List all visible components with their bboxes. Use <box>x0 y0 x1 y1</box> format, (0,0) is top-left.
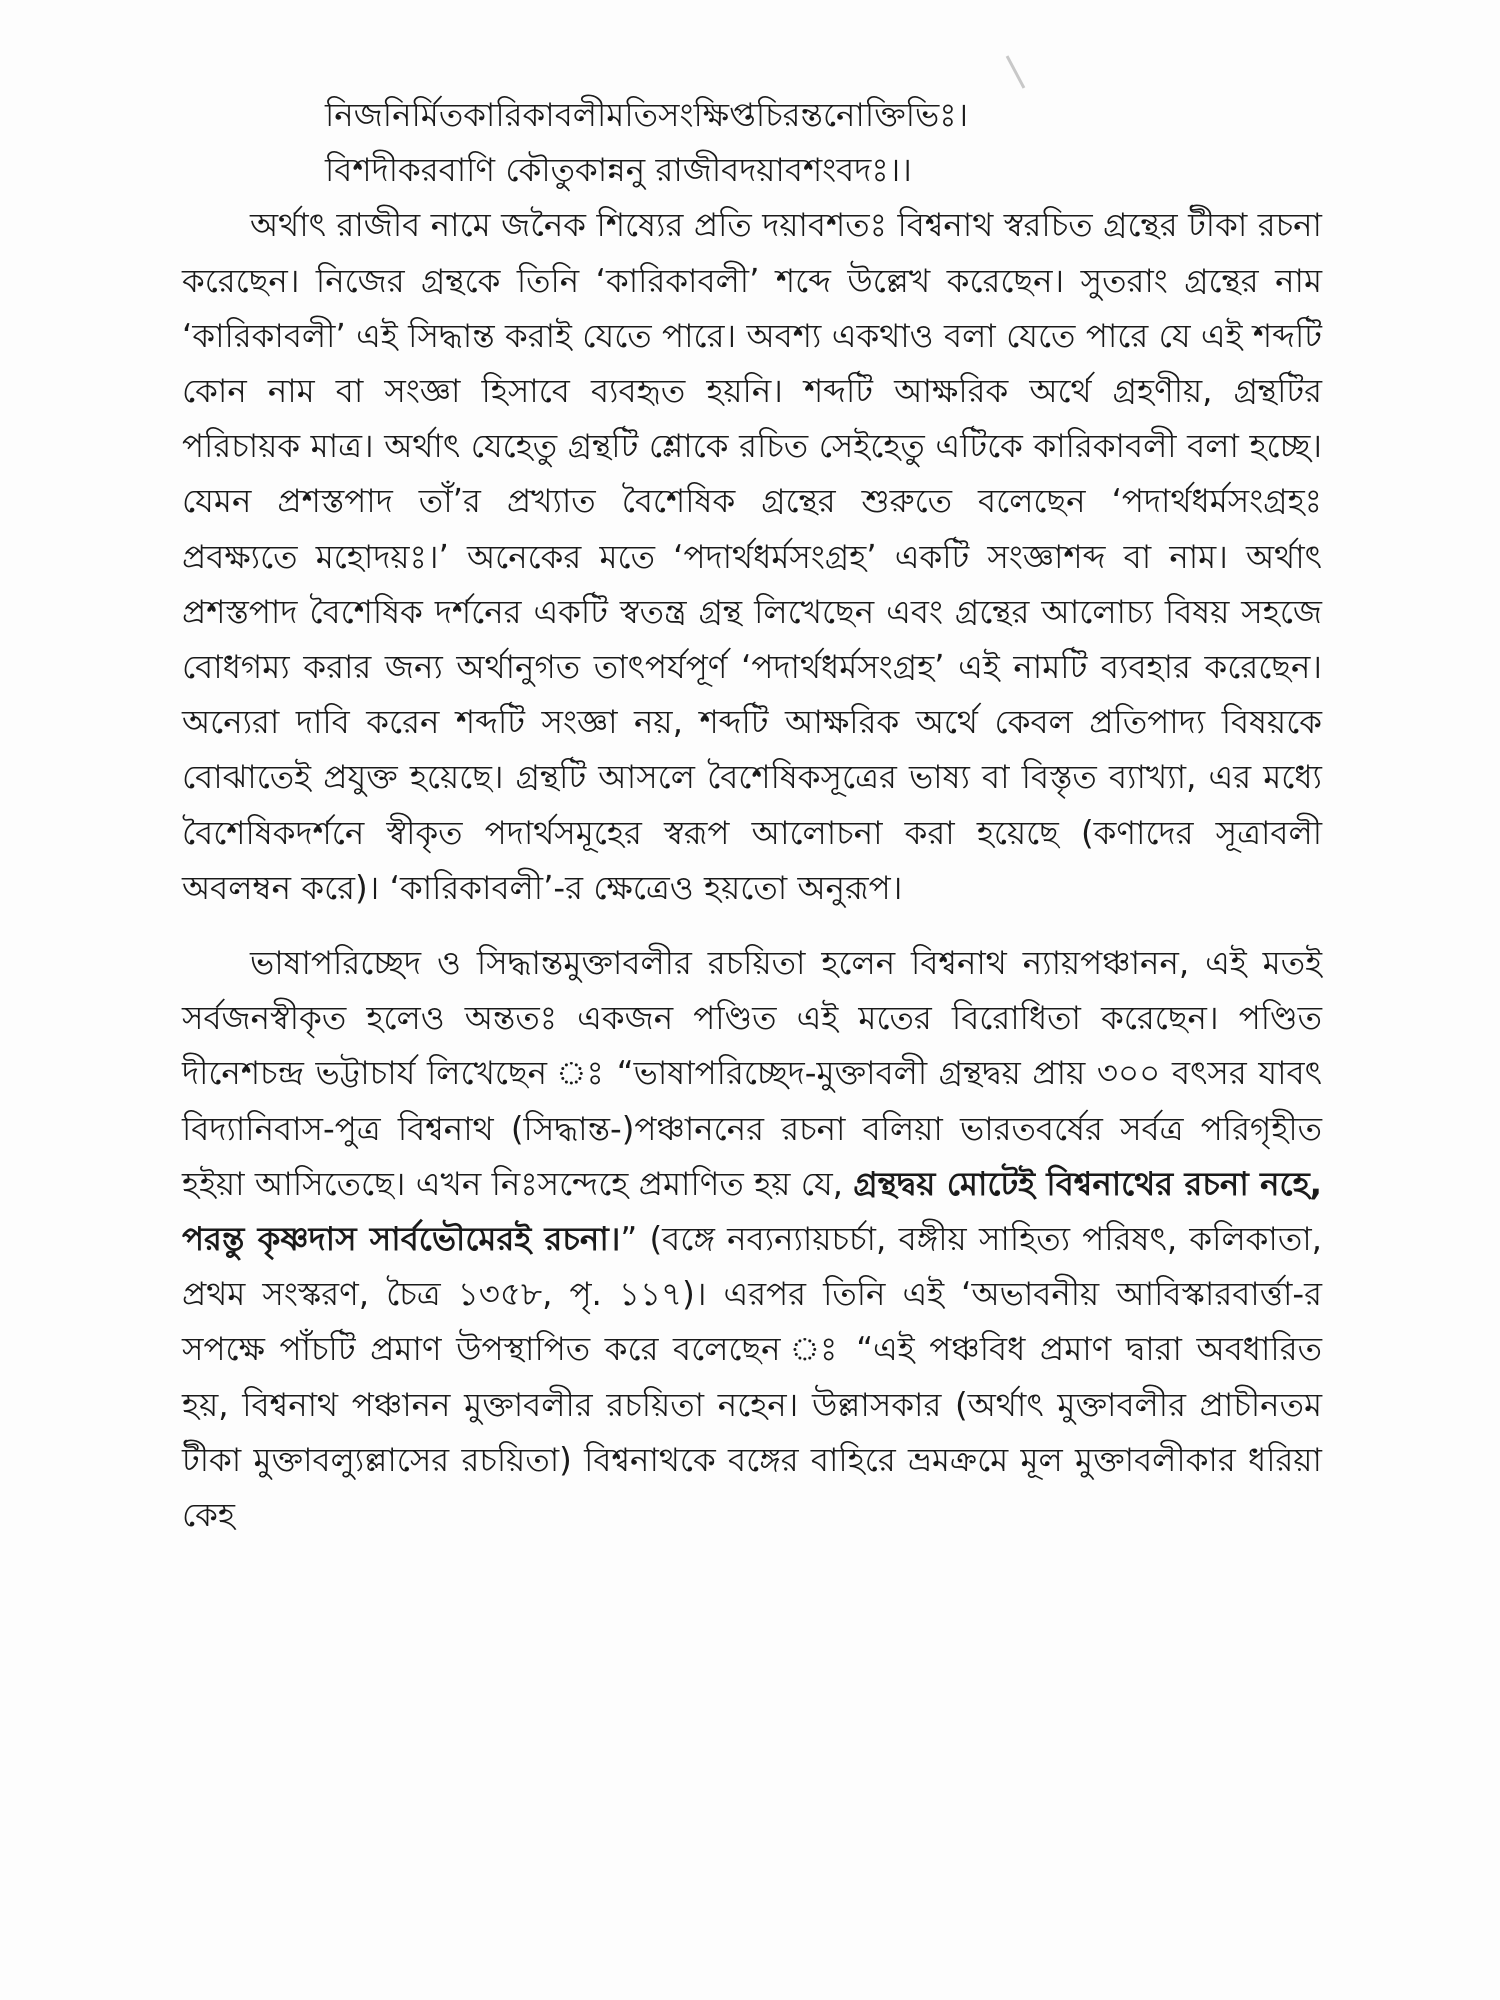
verse-line-1: নিজনির্মিতকারিকাবলীমতিসংক্ষিপ্তচিরন্তনোক্তিভিঃ। <box>325 96 969 134</box>
scan-mark <box>1006 55 1026 88</box>
paragraph-2-text-a: ভাষাপরিচ্ছেদ ও সিদ্ধান্তমুক্তাবলীর রচয়িতা হলেন বিশ্বনাথ ন্যায়পঞ্চানন, এই মতই সর্বজনস্বীকৃত হলেও অন্ততঃ একজন পণ্ডিত এই মতের বিরোধিতা করেছেন। পণ্ডিত দীনেশচন্দ্র ভট্টাচার্য লিখেছেন ঃ “ভাষাপরিচ্ছেদ-মুক্তাবলী গ্রন্থদ্বয় প্রায় ৩০০ বৎসর যাবৎ বিদ্যানিবাস-পুত্র বিশ্বনাথ (সিদ্ধান্ত-)পঞ্চাননের রচনা বলিয়া ভারতবর্ষের সর্বত্র পরিগৃহীত হইয়া আসিতেছে। এখন নিঃসন্দেহে প্রমাণিত হয় যে, <box>182 944 1322 1203</box>
page-text <box>182 88 1322 1543</box>
paragraph-2-bold: গ্রন্থদ্বয় মোটেই বিশ্বনাথের রচনা নহে, পরন্তু কৃষ্ণদাস সার্বভৌমেরই রচনা। <box>182 1164 1322 1259</box>
paragraph-2 <box>182 936 1322 1543</box>
verse-line-2: বিশদীকরবাণি কৌতুকান্ননু রাজীবদয়াবশংবদঃ।। <box>325 151 912 190</box>
paragraph-1: অর্থাৎ রাজীব নামে জনৈক শিষ্যের প্রতি দয়াবশতঃ বিশ্বনাথ স্বরচিত গ্রন্থের টীকা রচনা করেছেন। নিজের গ্রন্থকে তিনি ‘কারিকাবলী’ শব্দে উল্লেখ করেছেন। সুতরাং গ্রন্থের নাম ‘কারিকাবলী’ এই সিদ্ধান্ত করাই যেতে পারে। অবশ্য একথাও বলা যেতে পারে যে এই শব্দটি কোন নাম বা সংজ্ঞা হিসাবে ব্যবহৃত হয়নি। শব্দটি আক্ষরিক অর্থে গ্রহণীয়, গ্রন্থটির পরিচায়ক মাত্র। অর্থাৎ যেহেতু গ্রন্থটি শ্লোকে রচিত সেইহেতু এটিকে কারিকাবলী বলা হচ্ছে। যেমন প্রশস্তপাদ তাঁ’র প্রখ্যাত বৈশেষিক গ্রন্থের শুরুতে বলেছেন ‘পদার্থধর্মসংগ্রহঃ প্রবক্ষ্যতে মহোদয়ঃ।’ অনেকের মতে ‘পদার্থধর্মসংগ্রহ’ একটি সংজ্ঞাশব্দ বা নাম। অর্থাৎ প্রশস্তপাদ বৈশেষিক দর্শনের একটি স্বতন্ত্র গ্রন্থ লিখেছেন এবং গ্রন্থের আলোচ্য বিষয় সহজে বোধগম্য করার জন্য অর্থানুগত তাৎপর্যপূর্ণ ‘পদার্থধর্মসংগ্রহ’ এই নামটি ব্যবহার করেছেন। অন্যেরা দাবি করেন শব্দটি সংজ্ঞা নয়, শব্দটি আক্ষরিক অর্থে কেবল প্রতিপাদ্য বিষয়কে বোঝাতেই প্রযুক্ত হয়েছে। গ্রন্থটি আসলে বৈশেষিকসূত্রের ভাষ্য বা বিস্তৃত ব্যাখ্যা, এর মধ্যে বৈশেষিকদর্শনে স্বীকৃত পদার্থসমূহের স্বরূপ আলোচনা করা হয়েছে (কণাদের সূত্রাবলী অবলম্বন করে)। ‘কারিকাবলী’-র ক্ষেত্রেও হয়তো অনুরূপ। <box>182 206 1322 907</box>
paragraph-2-text-b: ” (বঙ্গে নব্যন্যায়চর্চা, বঙ্গীয় সাহিত্য পরিষৎ, কলিকাতা, প্রথম সংস্করণ, চৈত্র ১৩৫৮, পৃ. ১১৭)। এরপর তিনি এই ‘অভাবনীয় আবিস্কারবার্ত্তা-র সপক্ষে পাঁচটি প্রমাণ উপস্থাপিত করে বলেছেন ঃ “এই পঞ্চবিধ প্রমাণ দ্বারা অবধারিত হয়, বিশ্বনাথ পঞ্চানন মুক্তাবলীর রচয়িতা নহেন। উল্লাসকার (অর্থাৎ মুক্তাবলীর প্রাচীনতম টীকা মুক্তাবল্যুল্লাসের রচয়িতা) বিশ্বনাথকে বঙ্গের বাহিরে ভ্রমক্রমে মূল মুক্তাবলীকার ধরিয়া কেহ <box>182 1220 1322 1535</box>
